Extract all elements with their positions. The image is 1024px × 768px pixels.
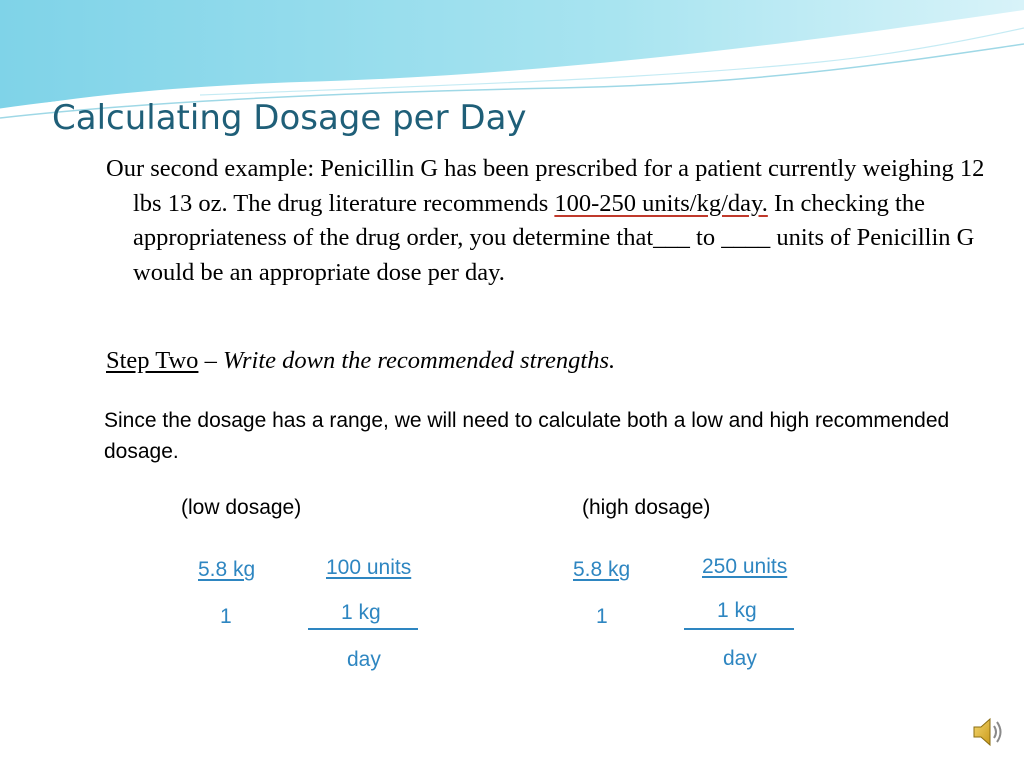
example-paragraph	[106, 152, 1013, 290]
paragraph-text-start: Our second example: Penicillin G has been prescribed for a patient currently weighing 12 lbs 13 oz. The drug literature recommends	[106, 155, 985, 217]
low-fraction-line	[308, 628, 418, 630]
high-dosage-label: (high dosage)	[582, 496, 711, 519]
explanation-text: Since the dosage has a range, we will need to calculate both a low and high recommended dosage.	[104, 409, 950, 463]
low-weight: 5.8 kg	[198, 558, 256, 581]
high-fraction-line	[684, 628, 794, 630]
high-weight-denominator: 1	[596, 605, 608, 628]
slide-title: Calculating Dosage per Day	[52, 98, 527, 138]
low-dosage-label: (low dosage)	[181, 496, 302, 519]
paragraph-text-end: In checking the appropriateness of the drug order, you determine that___ to ____ units of Penicillin G would be an appropriate dose per day.	[133, 189, 975, 286]
low-kg: 1 kg	[341, 601, 381, 624]
step-label: Step Two	[106, 347, 199, 374]
low-units: 100 units	[326, 556, 412, 579]
speaker-icon[interactable]	[968, 712, 1008, 752]
step-description: Write down the recommended strengths.	[222, 347, 616, 374]
low-weight-denominator: 1	[220, 605, 232, 628]
high-day: day	[723, 647, 757, 670]
step-separator: –	[198, 347, 223, 374]
high-weight: 5.8 kg	[573, 558, 631, 581]
high-units: 250 units	[702, 555, 788, 578]
high-kg: 1 kg	[717, 599, 757, 622]
low-day: day	[347, 648, 381, 671]
step-heading	[106, 347, 615, 375]
recommended-range: 100-250 units/kg/day.	[554, 189, 768, 217]
